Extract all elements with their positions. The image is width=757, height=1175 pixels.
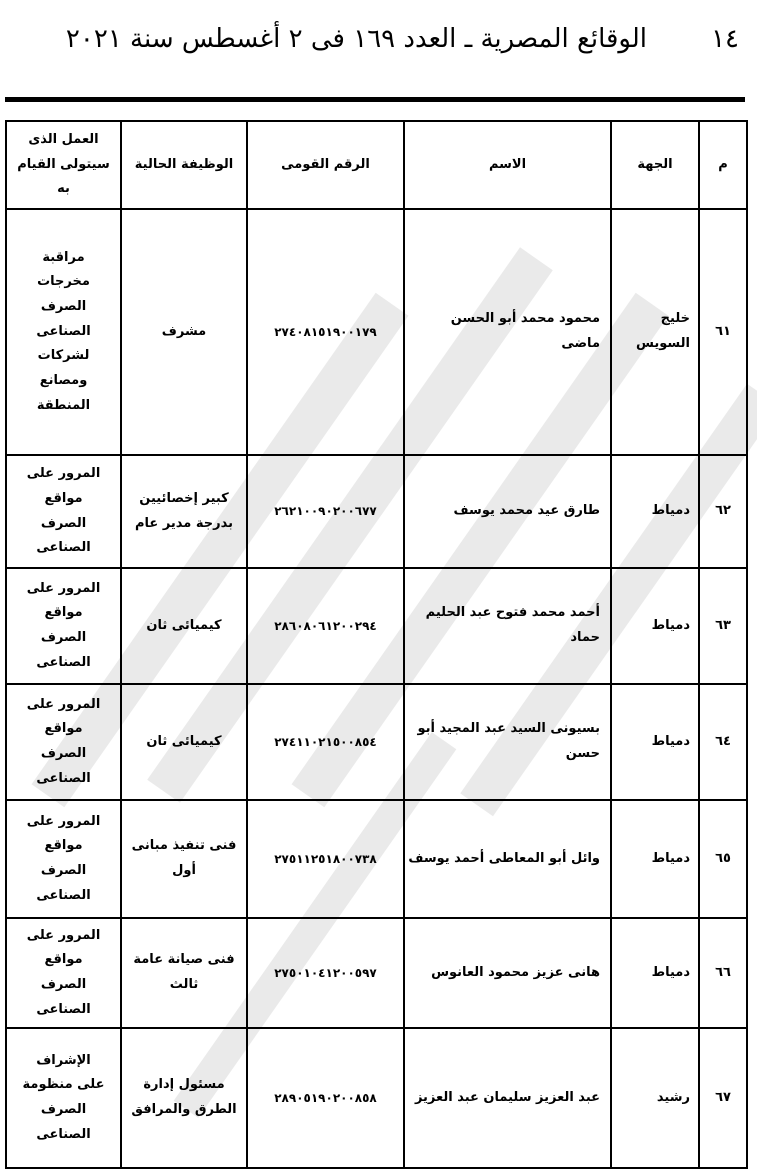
column-header-entity: الجهة xyxy=(611,121,699,209)
national-id-cell: ٢٨٦٠٨٠٦١٢٠٠٢٩٤ xyxy=(247,568,404,684)
job-cell: فنى تنفيذ مبانى أول xyxy=(121,800,247,918)
table-row xyxy=(6,684,747,800)
row-number: ٦٣ xyxy=(699,568,747,684)
table-row xyxy=(6,568,747,684)
entity-cell: خليج السويس xyxy=(611,209,699,455)
job-cell: فنى صيانة عامة ثالث xyxy=(121,918,247,1028)
name-cell: أحمد محمد فتوح عبد الحليم حماد xyxy=(404,568,611,684)
entity-cell: دمياط xyxy=(611,568,699,684)
entity-cell: دمياط xyxy=(611,918,699,1028)
row-number: ٦٤ xyxy=(699,684,747,800)
task-cell: المرور على مواقع الصرف الصناعى xyxy=(6,918,121,1028)
task-cell: المرور على مواقع الصرف الصناعى xyxy=(6,684,121,800)
page-header xyxy=(0,18,757,68)
table-row xyxy=(6,918,747,1028)
table-row xyxy=(6,455,747,568)
job-cell: كيميائى ثان xyxy=(121,568,247,684)
job-cell: كبير إخصائيين بدرجة مدير عام xyxy=(121,455,247,568)
task-cell: مراقبة مخرجات الصرف الصناعى لشركات ومصانع المنطقة xyxy=(6,209,121,455)
header-rule xyxy=(5,97,745,102)
column-header-task: العمل الذى سيتولى القيام به xyxy=(6,121,121,209)
page-number: ١٤ xyxy=(711,24,739,54)
job-cell: مسئول إدارة الطرق والمرافق xyxy=(121,1028,247,1168)
page-title: الوقائع المصرية ـ العدد ١٦٩ فى ٢ أغسطس سنة ٢٠٢١ xyxy=(65,24,647,54)
entity-cell: دمياط xyxy=(611,684,699,800)
national-id-cell: ٢٧٤٠٨١٥١٩٠٠١٧٩ xyxy=(247,209,404,455)
name-cell: محمود محمد أبو الحسن ماضى xyxy=(404,209,611,455)
job-cell: كيميائى ثان xyxy=(121,684,247,800)
job-cell: مشرف xyxy=(121,209,247,455)
task-cell: الإشراف على منظومة الصرف الصناعى xyxy=(6,1028,121,1168)
table-header-row xyxy=(6,121,747,209)
entity-cell: دمياط xyxy=(611,455,699,568)
national-id-cell: ٢٨٩٠٥١٩٠٢٠٠٨٥٨ xyxy=(247,1028,404,1168)
column-header-national-id: الرقم القومى xyxy=(247,121,404,209)
name-cell: عبد العزيز سليمان عبد العزيز xyxy=(404,1028,611,1168)
name-cell: هانى عزيز محمود العانوس xyxy=(404,918,611,1028)
national-id-cell: ٢٧٥١١٢٥١٨٠٠٧٣٨ xyxy=(247,800,404,918)
national-id-cell: ٢٧٤١١٠٢١٥٠٠٨٥٤ xyxy=(247,684,404,800)
name-cell: طارق عيد محمد يوسف xyxy=(404,455,611,568)
name-cell: وائل أبو المعاطى أحمد يوسف xyxy=(404,800,611,918)
table-row xyxy=(6,800,747,918)
column-header-number: م xyxy=(699,121,747,209)
row-number: ٦٧ xyxy=(699,1028,747,1168)
table-row xyxy=(6,1028,747,1168)
task-cell: المرور على مواقع الصرف الصناعى xyxy=(6,455,121,568)
row-number: ٦٢ xyxy=(699,455,747,568)
column-header-name: الاسم xyxy=(404,121,611,209)
employees-table xyxy=(5,120,748,1169)
entity-cell: دمياط xyxy=(611,800,699,918)
national-id-cell: ٢٦٢١٠٠٩٠٢٠٠٦٧٧ xyxy=(247,455,404,568)
name-cell: بسيونى السيد عبد المجيد أبو حسن xyxy=(404,684,611,800)
table-row xyxy=(6,209,747,455)
row-number: ٦١ xyxy=(699,209,747,455)
task-cell: المرور على مواقع الصرف الصناعى xyxy=(6,568,121,684)
row-number: ٦٦ xyxy=(699,918,747,1028)
task-cell: المرور على مواقع الصرف الصناعى xyxy=(6,800,121,918)
column-header-job: الوظيفة الحالية xyxy=(121,121,247,209)
national-id-cell: ٢٧٥٠١٠٤١٢٠٠٥٩٧ xyxy=(247,918,404,1028)
row-number: ٦٥ xyxy=(699,800,747,918)
entity-cell: رشيد xyxy=(611,1028,699,1168)
